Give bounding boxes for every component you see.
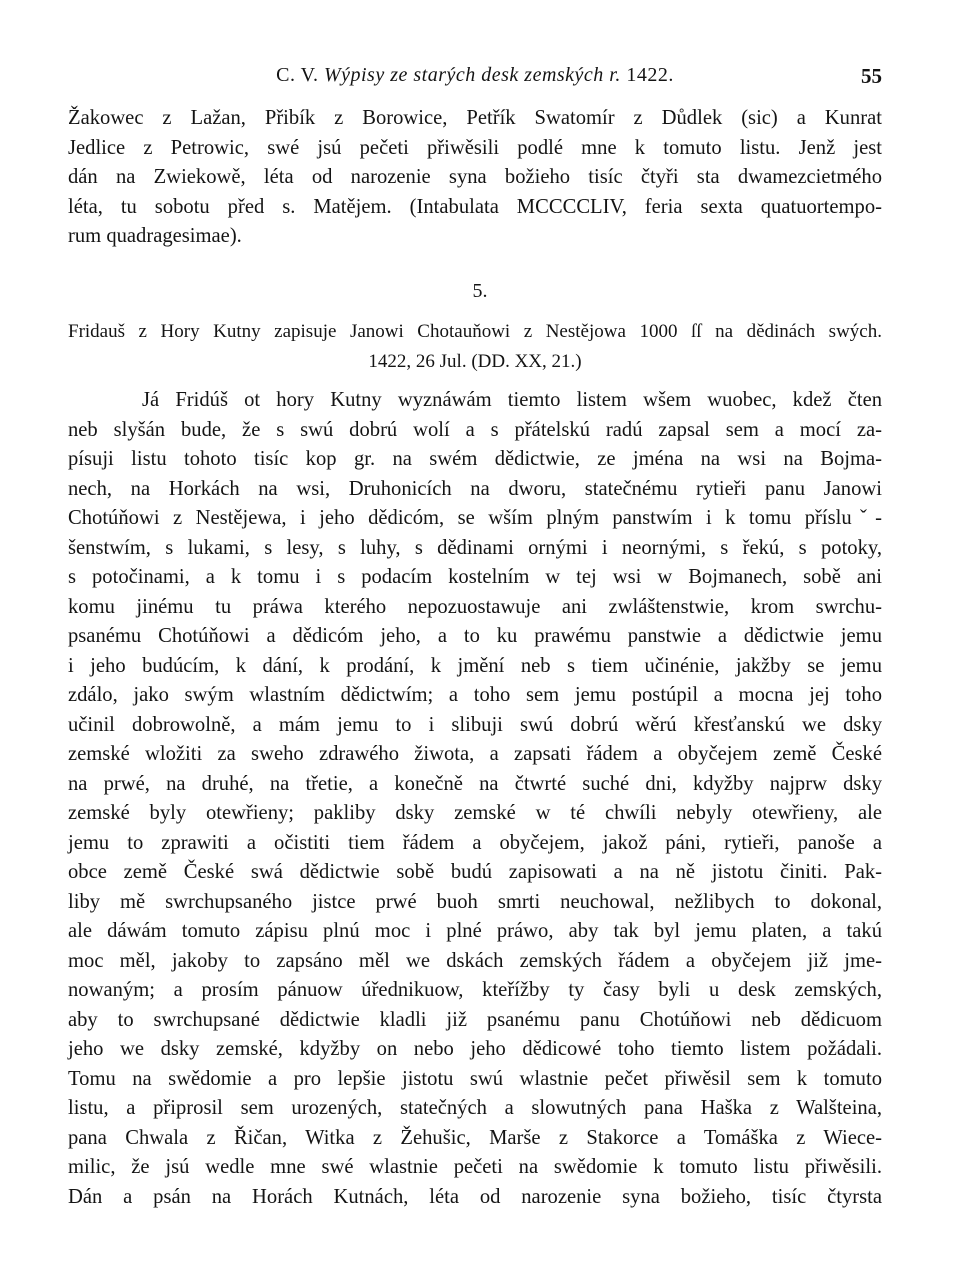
text-line: jemu to zprawiti a očistiti tiem řádem a obyčejem, jakož páni, rytieři, panoše a	[68, 831, 882, 854]
text-line: Jedlice z Petrowic, swé jsú pečeti přiwěsili podlé mne k tomuto listu. Jenž jest	[68, 136, 882, 159]
text-line: Chotúňowi z Nestějewa, i jeho dědicóm, se wším plným panstwím i k tomu přísluˇ-	[68, 507, 882, 529]
text-line: moc měl, jakoby to zapsáno měl we dskách zemských řádem a obyčejem již jme-	[68, 949, 882, 972]
running-title-year: 1422.	[626, 64, 674, 86]
text-line: neb slyšán bude, že s swú dobrú wolí a s přátelskú radú zapsal sem a mocí za-	[68, 418, 882, 441]
text-line: aby to swrchupsané dědictwie kladli již psanému panu Chotúňowi neb dědicuom	[68, 1008, 882, 1031]
text-line: zdálo, jako swým wlastním dědictwím; a toho sem jemu postúpil a mocna jej toho	[68, 684, 882, 706]
text-line: i jeho budúcím, k dání, k prodání, k jmění neb s tiem učinénie, jakžby se jemu	[68, 654, 882, 677]
text-line: listu, a připrosil sem urozených, statečných a slowutných pana Haška z Walšteina,	[68, 1097, 882, 1119]
text-line: Dán a psán na Horách Kutnách, léta od narozenie syna božieho, tisíc čtyrsta	[68, 1185, 882, 1208]
text-line: pana Chwala z Řičan, Witka z Žehušic, Marše z Stakorce a Tomáška z Wiece-	[68, 1126, 882, 1149]
running-title-italic: Wýpisy ze starých desk zemských r.	[323, 64, 621, 86]
text-line: zemské byly otewřieny; pakliby dsky zemské w té chwíli nebyly otewřieny, ale	[68, 802, 882, 824]
text-line: učinil dobrowolně, a mám jemu to i slibuji swú dobrú wěrú křesťanskú we dsky	[68, 713, 882, 736]
text-line: Žakowec z Lažan, Přibík z Borowice, Petřík Swatomír z Důdlek (sic) a Kunrat	[68, 107, 882, 129]
text-line: jeho we dsky zemské, kdyžby on nebo jeho dědicowé toho tiemto listem požádali.	[68, 1038, 882, 1060]
text-line: liby mě swrchupsaného jistce prwé buoh smrti neuchowal, nežlibych to dokonal,	[68, 890, 882, 913]
running-header	[68, 64, 882, 92]
text-line: dán na Zwiekowě, léta od narozenie syna božieho tisíc čtyři sta dwamezcietmého	[68, 166, 882, 188]
top-paragraph	[68, 104, 882, 252]
text-line: milic, že jsú wedle mne swé wlastnie pečeti na swědomie k tomuto listu přiwěsili.	[68, 1156, 882, 1178]
text-line: písuji listu tohoto tisíc kop gr. na swém dědictwie, ze jména na wsi na Bojma-	[68, 448, 882, 470]
regest-date-line: 1422, 26 Jul. (DD. XX, 21.)	[368, 350, 582, 372]
page-number: 55	[861, 64, 882, 88]
section-number: 5.	[472, 280, 488, 302]
text-line: léta, tu sobotu před s. Matějem. (Intabulata MCCCCLIV, feria sexta quatuortempo-	[68, 195, 882, 218]
text-line: komu jinému tu práwa kterého nepozuostawuje ani zwláštenstwie, krom swrchu-	[68, 595, 882, 618]
regest-line: Fridauš z Hory Kutny zapisuje Janowi Chotauňowi z Nestějowa 1000 ſſ na dědinách swých.	[68, 321, 882, 342]
text-line: obce země České swá dědictwie sobě budú zapisowati a na ně jistotu činiti. Pak-	[68, 861, 882, 883]
text-line: ale dáwám tomuto zápisu plnú moc i plné práwo, aby tak byl jemu platen, a takú	[68, 920, 882, 942]
text-line: Tomu na swědomie a pro lepšie jistotu swú wlastnie pečet přiwěsil sem k tomuto	[68, 1067, 882, 1090]
text-line: rum quadragesimae).	[68, 225, 242, 247]
text-line: s potočinami, a k tomu i s podacím kostelním w tej wsi w Bojmanech, sobě ani	[68, 566, 882, 588]
text-line: na prwé, na druhé, na třetie, a konečně na čtwrté suché dni, kdyžby najprw dsky	[68, 772, 882, 795]
document-regest	[68, 318, 882, 377]
text-line: psanému Chotúňowi a dědicóm jeho, a to ku prawému panstwie a dědictwie jemu	[68, 625, 882, 647]
text-line: Já Fridúš ot hory Kutny wyznáwám tiemto listem wšem wuobec, kdež čten	[142, 389, 882, 411]
main-paragraph	[68, 386, 882, 1212]
text-line: šenstwím, s lukami, s lesy, s luhy, s dědinami ornými i neornými, s řekú, s potoky,	[68, 536, 882, 559]
chapter-label: C. V.	[276, 64, 319, 86]
text-line: zemské wložiti za sweho zdrawého žiwota, a zapsati řádem a obyčejem země České	[68, 743, 882, 765]
text-line: nowaným; a prosím pánuow úřednikuow, kteřížby ty časy byli u desk zemských,	[68, 979, 882, 1001]
running-title	[68, 64, 882, 87]
text-line: nech, na Horkách na wsi, Druhonicích na dworu, statečnému rytieři panu Janowi	[68, 477, 882, 500]
